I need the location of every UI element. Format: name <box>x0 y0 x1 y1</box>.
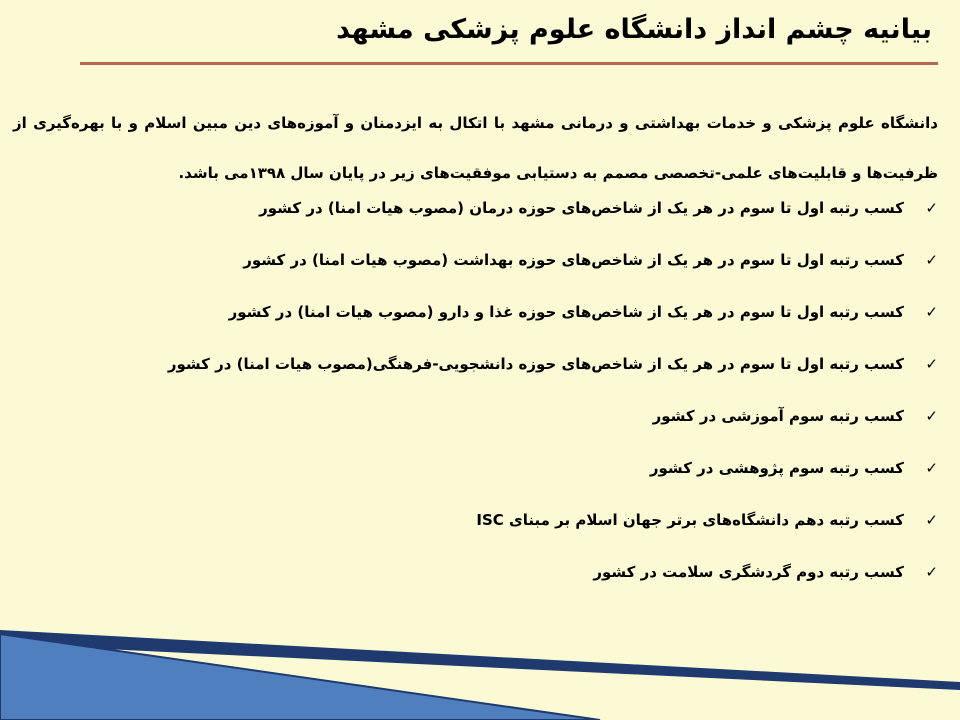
list-item-text: کسب رتبه دهم دانشگاه‌های برتر جهان اسلام بر مبنای ISC <box>476 511 904 529</box>
check-icon: ✓ <box>925 199 938 217</box>
list-item-text: کسب رتبه دوم گردشگری سلامت در کشور <box>593 563 904 581</box>
list-item <box>38 251 938 303</box>
list-item-text: کسب رتبه اول تا سوم در هر یک از شاخص‌های حوزه دانشجویی-فرهنگی(مصوب هیات امنا) در کشور <box>167 355 904 373</box>
list-item-text: کسب رتبه اول تا سوم در هر یک از شاخص‌های حوزه بهداشت (مصوب هیات امنا) در کشور <box>243 251 904 269</box>
check-icon: ✓ <box>925 355 938 373</box>
check-icon: ✓ <box>925 563 938 581</box>
list-item <box>38 563 938 615</box>
list-item <box>38 303 938 355</box>
check-icon: ✓ <box>925 459 938 477</box>
check-icon: ✓ <box>925 251 938 269</box>
check-icon: ✓ <box>925 511 938 529</box>
list-item <box>38 511 938 563</box>
check-icon: ✓ <box>925 303 938 321</box>
list-item <box>38 459 938 511</box>
list-item <box>38 407 938 459</box>
list-item-text: کسب رتبه اول تا سوم در هر یک از شاخص‌های حوزه درمان (مصوب هیات امنا) در کشور <box>259 199 904 217</box>
corner-decoration <box>0 620 960 720</box>
list-item <box>38 199 938 251</box>
list-item <box>38 355 938 407</box>
achievement-list <box>38 199 938 615</box>
check-icon: ✓ <box>925 407 938 425</box>
intro-paragraph: دانشگاه علوم پزشکی و خدمات بهداشتی و درمانی مشهد با اتکال به ایزدمنان و آموزه‌های دین مبین اسلام و با بهره‌گیری از ظرفیت‌ها و قابلیت‌های علمی-تخصصی مصمم به دستیابی موفقیت‌های زیر در پایان سال ۱۳۹۸می باشد. <box>13 114 938 182</box>
list-item-text: کسب رتبه سوم آموزشی در کشور <box>652 407 904 425</box>
slide-title: بیانیه چشم انداز دانشگاه علوم پزشکی مشهد <box>336 14 932 45</box>
list-item-text: کسب رتبه سوم پژوهشی در کشور <box>649 459 904 477</box>
title-underline <box>80 62 938 65</box>
list-item-text: کسب رتبه اول تا سوم در هر یک از شاخص‌های حوزه غذا و دارو (مصوب هیات امنا) در کشور <box>228 303 904 321</box>
